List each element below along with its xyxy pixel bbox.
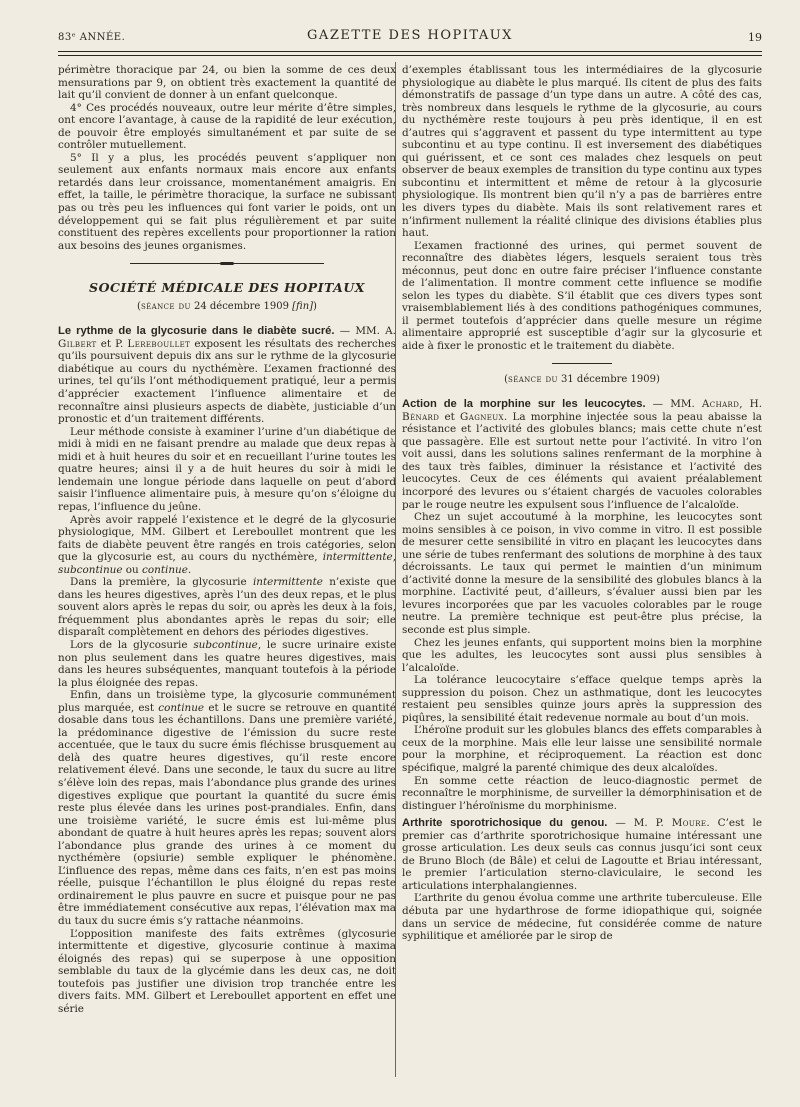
intro-paragraph-1: périmètre thoracique par 24, ou bien la somme de ces deux mensurations par 9, on obtient très exactement la quantité de lait qu’il convient de donner à un enfant quelconque. — [58, 64, 396, 102]
session-prefix: ( — [137, 300, 141, 312]
header-rule-top — [58, 51, 762, 52]
text: ou — [122, 563, 143, 576]
session-heading-2 — [402, 374, 762, 387]
ornament-line-right — [234, 263, 324, 264]
text: et le sucre se retrouve en quantité dosable dans tous les échantillons. Dans une première variété, la prédominance digestive de l’émission du sucre reste accentuée, que le taux du sucre émis fléchisse brusquement au delà des quatre heures digestives, qu’il reste encore relativement élevé. Dans une seconde, le taux du sucre au litre s’élève loin des repas, mais l’abondance plus grande des urines digestives explique que pourtant la quantité du sucre émis reste plus élevée dans les urines post-prandiales. Enfin, dans une troisième variété, le sucre émis est lui-même plus abondant de quatre à huit heures après les repas; souvent alors l’abondance plus grande des urines à ce moment du nycthémère (opsiurie) semble expliquer le phénomène. L’influence des repas, même dans ces faits, n’en est pas moins réelle, puisque l’échantillon le plus éloigné du repas reste ordinairement le plus pauvre en sucre et puisque pour ne pas être immédiatement consécutive aux repas, l’élévation max ma du taux du sucre émis s’y rattache néanmoins. — [58, 701, 396, 927]
text: Dans la première, la glycosurie — [70, 576, 253, 589]
article-2-paragraph-3: Chez les jeunes enfants, qui supportent moins bien la morphine que les adultes, les leucocytes sont aussi plus sensibles à l’alcaloïde. — [402, 636, 762, 674]
author-benard: Bénard — [402, 410, 440, 423]
session-suffix: ) — [655, 373, 660, 385]
session-label: séance du — [140, 300, 191, 312]
article-2-paragraph-6: En somme cette réaction de leuco-diagnostic permet de reconnaître le morphinisme, de surveiller la démorphinisation et de distinguer l’héroïnisme du morphinisme. — [402, 774, 762, 812]
lead-text: exposent les résultats des recherches qu’ils poursuivent depuis dix ans sur le rythme de la glycosurie diabétique au cours du nycthémère. L’examen fractionné des urines, tel qu’ils l’ont méthodiquement pratiqué, leur a permis d’apprécier exactement l’influence alimentaire et de reconnaître ainsi plusieurs aspects de diabète, justiciable d’un pronostic et d’un traitement différents. — [58, 337, 396, 426]
society-title: SOCIÉTÉ MÉDICALE DES HOPITAUX — [89, 280, 365, 296]
authors-sep: , H. — [739, 398, 762, 411]
article-1-paragraph-3 — [58, 514, 396, 577]
session-label: séance du — [508, 373, 558, 385]
lead-text: . C’est le premier cas d’arthrite sporotrichosique humaine intéressant une grosse articulation. Les deux seuls cas connus jusqu’ici sont ceux de Bruno Bloch (de Bâle) et celui de Lagoutte et Briau intéressant, le premier l’articulation sterno-claviculaire, le second les articulations interphalangiennes. — [402, 817, 762, 892]
term-continue: continue — [142, 563, 188, 576]
continuation-paragraph-1: d’exemples établissant tous les intermédiaires de la glycosurie physiologique au diabète le plus marqué. Ils citent de plus des faits démonstratifs de passage d’un type dans un autre. A côté des cas, très nombreux dans lesquels le rythme de la glycosurie, au cours du nycthémère reste toujours à peu près identique, il en est d’autres qui s’aggravent et passent du type intermittent au type subcontinu et au type continu. Il est inversement des diabétiques qui guérissent, et ce sont ces malades chez lesquels on peut observer de beaux exemples de transition du type continu aux types subcontinu et intermittent et même de retour à la glycosurie physiologique. Ils montrent bien qu’il n’y a pas de barrières entre les divers types du diabète. Mais ils sont relativement rares et n’infirment nullement la réalité clinique des divisions établies plus haut. — [402, 64, 762, 240]
text: Après avoir rappelé l’existence et le degré de la glycosurie physiologique, MM. Gilbert et Lereboullet montrent que les faits de diabète peuvent être rangés en trois catégories, selon que la glycosurie est, au cours du nycthémère, — [58, 513, 396, 564]
term-subcontinue: subcontinue — [58, 563, 123, 576]
session-suffix: ) — [313, 300, 317, 312]
session-date: 24 décembre 1909 — [193, 300, 289, 312]
article-1-paragraph-5 — [58, 639, 396, 689]
title-dash: — — [334, 325, 356, 338]
session-date: 31 décembre 1909 — [561, 373, 656, 385]
title-dash: — — [645, 398, 671, 411]
lead-text: . La morphine injectée sous la peau abaisse la résistance et l’activité des globules blancs; mais cette chute n’est que passagère. Elle est surtout nette pour l’activité. In vitro l’on voit aussi, dans les solutions salines renfermant de la morphine à des taux très faibles, diminuer la résistance et l’activité des leucocytes. Ceux de ces éléments qui avaient préalablement incorporé des levures ou s’étaient chargés de vacuoles colorables par le rouge neutre les expulsent sous l’influence de l’alcaloïde. — [402, 410, 762, 511]
article-1-paragraph-2: Leur méthode consiste à examiner l’urine d’un diabétique de midi à midi en ne faisant prendre au malade que deux repas à midi et à huit heures du soir et en recueillant l’urine toutes les quatre heures; ainsi il y a de huit heures du soir à midi le lendemain une longue période dans laquelle on peut d’abord saisir l’influence alimentaire puis, à mesure qu’on s’éloigne du repas, l’influence du jeûne. — [58, 425, 396, 513]
authors-lead: MM. A. — [355, 325, 396, 338]
article-2-paragraph-2: Chez un sujet accoutumé à la morphine, les leucocytes sont moins sensibles à ce poison, in vivo comme in vitro. Il est possible de mesurer cette sensibilité in vitro en plaçant les leucocytes dans une série de tubes renfermant des solutions de morphine à des taux décroissants. Le taux qui permet le maintien d’un minimum d’activité donne la mesure de la sensibilité des globules blancs à la morphine. L’activité peut, d’ailleurs, s’évaluer aussi bien par les levures incorporées que par les vacuoles colorables par le rouge neutre. La première technique est peut-être plus précise, la seconde est plus simple. — [402, 511, 762, 636]
author-lereboullet: Lereboullet — [127, 337, 191, 350]
section-divider — [552, 363, 612, 364]
ornament-line-left — [130, 263, 220, 264]
section-ornament — [58, 260, 396, 268]
article-2-paragraph-5: L’héroïne produit sur les globules blancs des effets comparables à ceux de la morphine. Mais elle leur laisse une sensibilité normale pour la morphine, et réciproquement. La réaction est donc spécifique, malgré la parenté chimique des deux alcaloïdes. — [402, 724, 762, 774]
intro-paragraph-3: 5° Il y a plus, les procédés peuvent s’appliquer non seulement aux enfants normaux mais encore aux enfants retardés dans leur croissance, momentanément amaigris. En effet, la taille, le périmètre thoracique, la surface ne subissant pas ou très peu les influences qui font varier le poids, ont un développement qui se fait plus régulièrement et par suite constituent des repères excellents pour proportionner la ration aux besoins des jeunes organismes. — [58, 151, 396, 252]
article-1-title: Le rythme de la glycosurie dans le diabète sucré. — [58, 325, 335, 338]
article-1-paragraph-6 — [58, 689, 396, 927]
journal-title: GAZETTE DES HOPITAUX — [307, 28, 513, 43]
author-gagneux: Gagneux — [460, 410, 504, 423]
running-header — [58, 28, 762, 48]
authors-and: et P. — [100, 337, 124, 350]
left-column — [58, 64, 396, 1015]
term-subcontinue: subcontinue — [193, 638, 258, 651]
authors-lead: M. P. — [633, 817, 664, 830]
text: , le sucre urinaire existe non plus seulement dans les quatre heures digestives, mais dans les heures subséquentes, manquant toutefois à la période la plus éloignée des repas. — [58, 638, 397, 689]
session-end-note: [fin] — [292, 300, 314, 312]
right-column — [402, 64, 762, 943]
article-1-paragraph-4 — [58, 576, 396, 639]
intro-paragraph-2: 4° Ces procédés nouveaux, outre leur mérite d’être simples, ont encore l’avantage, à cause de la rapidité de leur exécution, de pouvoir être employés simultanément et par suite de se contrôler mutuellement. — [58, 101, 396, 152]
text: Enfin, dans un troisième type, la glycosurie communément plus marquée, est — [58, 689, 396, 714]
page-number: 19 — [748, 31, 762, 44]
title-dash: — — [607, 817, 634, 830]
text: Lors de la glycosurie — [70, 638, 194, 651]
author-achard: Achard — [701, 398, 740, 411]
ornament-center — [220, 262, 234, 265]
article-3-title: Arthrite sporotrichosique du genou. — [402, 817, 608, 830]
article-1-paragraph-7: L’opposition manifeste des faits extrêmes (glycosurie intermittente et digestive, glycosurie continue à maxima éloignés des repas) qui se superpose à une opposition semblable du taux de la glycémie dans les deux cas, ne doit toutefois pas justifier une division trop tranchée entre les divers faits. MM. Gilbert et Lereboullet apportent en effet une série — [58, 927, 396, 1015]
article-3-paragraph-2: L’arthrite du genou évolua comme une arthrite tuberculeuse. Elle débuta par une hydarthrose de forme idiopathique qui, soignée dans un service de médecine, fut considérée comme de nature syphilitique et améliorée par le sirop de — [402, 892, 762, 943]
article-2-title: Action de la morphine sur les leucocytes. — [402, 398, 646, 411]
article-2-paragraph-4: La tolérance leucocytaire s’efface quelque temps après la suppression du poison. Chez un asthmatique, dont les leucocytes restaient peu sensibles quinze jours après la suppression des piqûres, la sensibilité était redevenue normale au bout d’un mois. — [402, 674, 762, 724]
text: . — [187, 563, 192, 576]
term-continue: continue — [158, 701, 205, 714]
session-prefix: ( — [504, 373, 508, 385]
article-1-lead — [58, 325, 396, 425]
authors-lead: MM. — [670, 398, 695, 411]
edition-label: 83ᵉ ANNÉE. — [58, 32, 126, 43]
continuation-paragraph-2: L’examen fractionné des urines, qui permet souvent de reconnaître des diabètes légers, lesquels seraient tous très méconnus, peut donc en outre faire préciser l’influence constante de l’alimentation. Il montre comment cette influence se modifie selon les types du diabète. S’il établit que ces divers types sont vraisemblablement liés à des conditions pathogéniques communes, il permet toutefois d’apprécier dans quelle mesure un régime alimentaire approprié est susceptible d’agir sur la glycosurie et aide à fixer le pronostic et le traitement du diabète. — [402, 239, 762, 353]
author-moure: Moure — [671, 817, 707, 830]
header-rule-bottom — [58, 55, 762, 56]
term-intermittente: intermittente — [252, 576, 323, 589]
article-3-lead — [402, 817, 762, 892]
text: n’existe que dans les heures digestives, après l’un des deux repas, et le plus souvent alors après le repas du soir, ou après les deux à la fois, fréquemment plus abondantes après le repas du soir; elle disparaît complètement en dehors des périodes digestives. — [58, 576, 396, 639]
term-intermittente: intermittente — [322, 551, 393, 564]
session-heading-1 — [58, 301, 396, 314]
text: , — [392, 551, 396, 564]
author-gilbert: Gilbert — [58, 337, 97, 350]
article-2-lead — [402, 398, 762, 511]
authors-and: et — [444, 410, 455, 423]
